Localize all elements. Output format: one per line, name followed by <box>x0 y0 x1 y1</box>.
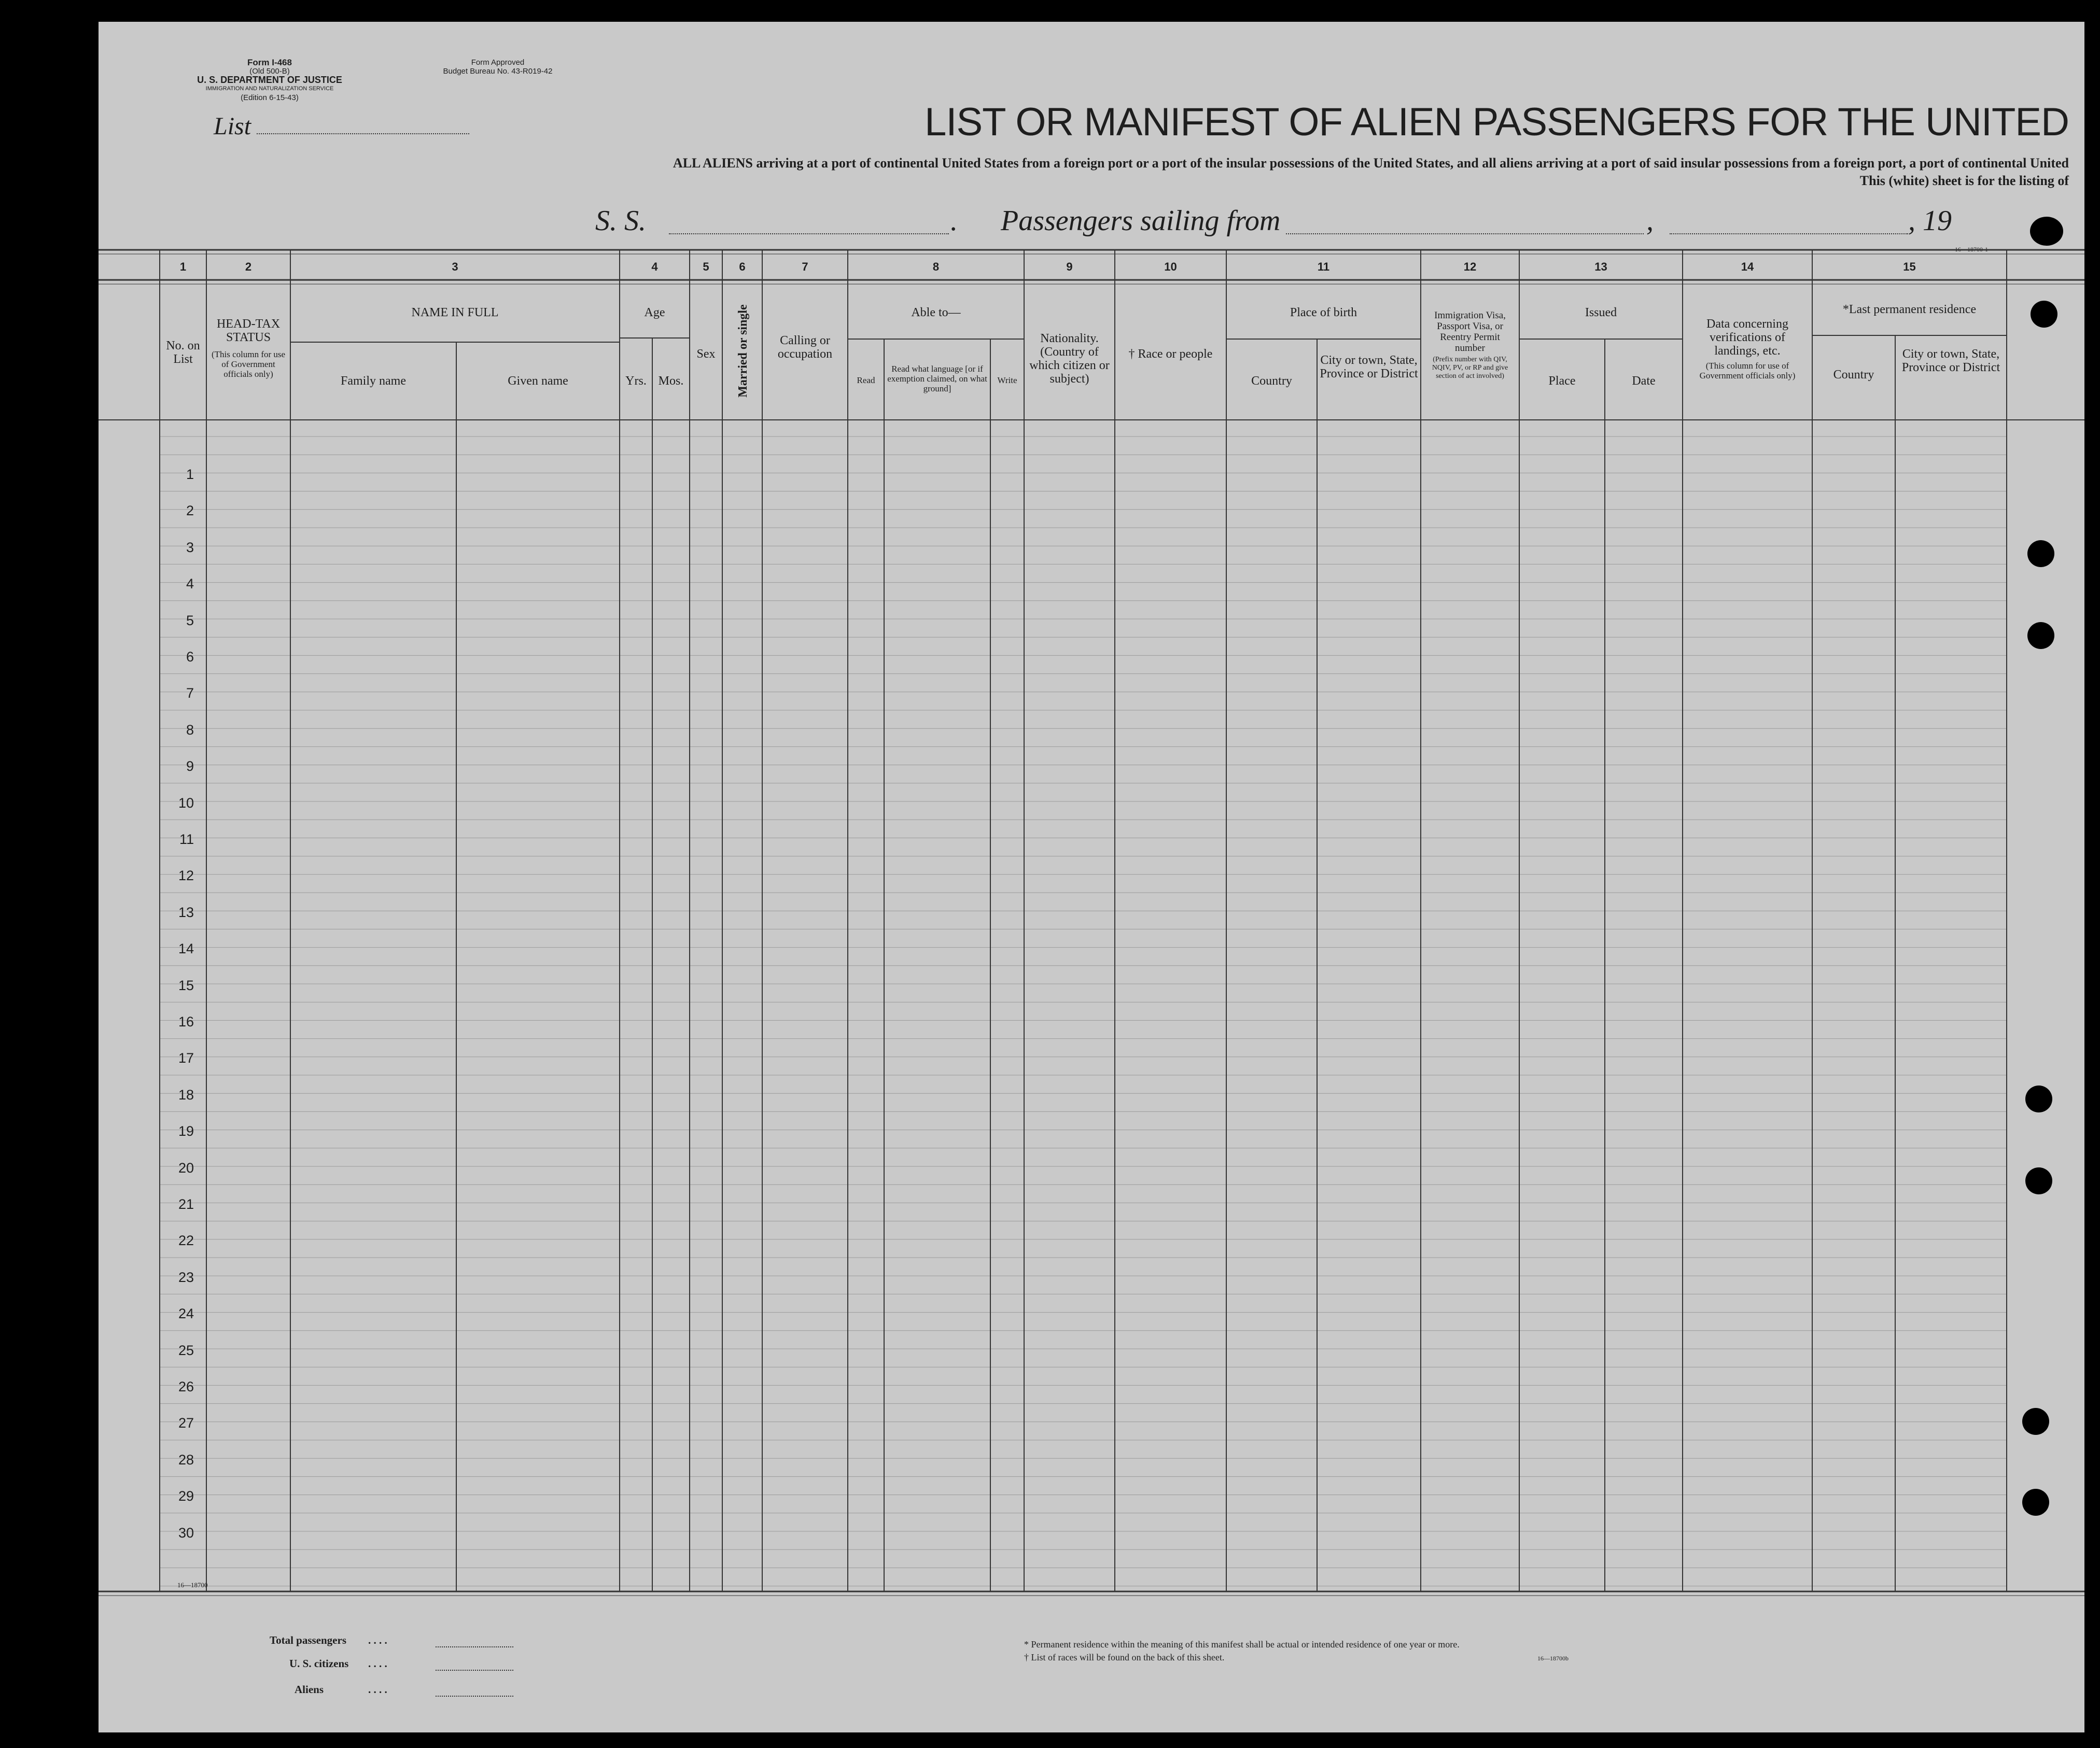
header-issued-date: Date <box>1632 374 1656 388</box>
header-head-tax <box>209 317 287 379</box>
binder-hole <box>2025 1167 2052 1194</box>
header-name-in-full: NAME IN FULL <box>411 306 499 319</box>
ss-label: S. S. <box>595 205 646 237</box>
header-visa <box>1424 310 1516 380</box>
citizens-dots: . . . . <box>368 1657 387 1670</box>
permanent-residence-note: * Permanent residence within the meaning of this manifest shall be actual or intended residence of one year or more. <box>1024 1639 1460 1650</box>
col-num-10: 10 <box>1164 260 1177 273</box>
header-given-name: Given name <box>508 374 568 388</box>
aliens-field[interactable] <box>436 1696 513 1697</box>
visa-label: Immigration Visa, Passport Visa, or Reentry Permit number <box>1434 310 1506 354</box>
print-code-bottom: 16—18700 <box>177 1581 208 1589</box>
binder-hole <box>2030 217 2063 246</box>
instructions-line-1: ALL ALIENS arriving at a port of continental United States from a foreign port or a port of the insular possessions of the United States, and all aliens arriving at a port of said insular possessions from a foreign port, a port of continental United <box>673 156 2069 171</box>
header-able-to: Able to— <box>911 306 961 319</box>
header-nationality: Nationality. (Country of which citizen or subject) <box>1029 332 1110 386</box>
binder-hole <box>2027 540 2054 567</box>
row-number: 4 <box>186 576 194 592</box>
binder-hole <box>2027 622 2054 649</box>
row-number: 27 <box>178 1415 194 1431</box>
print-code-notes: 16—18700b <box>1537 1655 1569 1662</box>
form-number: Form I-468 <box>247 58 292 67</box>
row-number: 1 <box>186 467 194 482</box>
service-name: IMMIGRATION AND NATURALIZATION SERVICE <box>205 86 334 92</box>
row-number: 6 <box>186 649 194 665</box>
col-num-13: 13 <box>1594 260 1607 273</box>
row-number: 18 <box>178 1087 194 1103</box>
year-label: , 19 <box>1908 205 1952 237</box>
old-form-number: (Old 500-B) <box>249 67 290 76</box>
header-sex: Sex <box>696 347 716 361</box>
row-number: 5 <box>186 612 194 628</box>
binder-hole <box>2031 301 2057 328</box>
header-place-of-birth: Place of birth <box>1290 306 1357 319</box>
department-name: U. S. DEPARTMENT OF JUSTICE <box>197 75 342 85</box>
header-age-months: Mos. <box>658 374 684 388</box>
manifest-title: LIST OR MANIFEST OF ALIEN PASSENGERS FOR THE UNITED <box>925 100 2069 144</box>
binder-hole <box>2025 1086 2052 1112</box>
row-number: 2 <box>186 503 194 519</box>
row-number: 25 <box>178 1342 194 1358</box>
header-no-on-list: No. on List <box>166 339 200 366</box>
row-number: 7 <box>186 685 194 701</box>
header-married-single: Married or single <box>736 304 750 398</box>
row-number: 29 <box>178 1488 194 1504</box>
row-number: 11 <box>179 831 194 847</box>
race-list-note: † List of races will be found on the back of this sheet. <box>1024 1652 1225 1662</box>
total-dots: . . . . <box>368 1634 387 1646</box>
row-number: 9 <box>186 758 194 774</box>
verifications-note: (This column for use of Government officials only) <box>1699 361 1796 380</box>
row-number: 8 <box>186 722 194 738</box>
print-code-top: 16—18700-1 <box>1955 246 1988 253</box>
row-number: 28 <box>178 1451 194 1468</box>
visa-note: (Prefix number with QIV, NQIV, PV, or RP and give section of act involved) <box>1432 356 1508 380</box>
aliens-label: Aliens <box>295 1683 324 1696</box>
header-verifications <box>1688 317 1807 380</box>
form-approved: Form Approved <box>471 58 525 67</box>
budget-bureau-number: Budget Bureau No. 43-R019-42 <box>443 67 553 76</box>
col-num-1: 1 <box>179 260 187 273</box>
header-issued: Issued <box>1585 306 1617 319</box>
col-num-8: 8 <box>932 260 940 273</box>
row-number: 15 <box>178 977 194 993</box>
header-age-years: Yrs. <box>625 374 647 388</box>
row-number: 20 <box>178 1160 194 1176</box>
head-tax-note: (This column for use of Government officials only) <box>211 349 286 379</box>
header-birth-country: Country <box>1251 374 1292 388</box>
binder-hole <box>2022 1408 2049 1435</box>
total-passengers-label: Total passengers <box>270 1634 346 1646</box>
row-number: 17 <box>178 1050 194 1066</box>
header-residence-country: Country <box>1833 368 1874 382</box>
aliens-dots: . . . . <box>368 1683 387 1696</box>
row-number: 10 <box>178 795 194 811</box>
col-num-5: 5 <box>703 260 709 273</box>
header-age: Age <box>644 306 665 319</box>
header-occupation: Calling or occupation <box>777 334 833 361</box>
col-num-12: 12 <box>1463 260 1477 273</box>
row-number: 24 <box>178 1306 194 1322</box>
row-number: 22 <box>178 1233 194 1249</box>
row-number: 16 <box>178 1014 194 1030</box>
col-num-3: 3 <box>452 260 458 273</box>
col-num-6: 6 <box>739 260 746 273</box>
edition-date: (Edition 6-15-43) <box>241 93 299 102</box>
col-num-9: 9 <box>1066 260 1073 273</box>
list-label: List <box>214 112 251 140</box>
row-number: 23 <box>178 1269 194 1285</box>
row-number: 19 <box>178 1123 194 1139</box>
header-write: Write <box>997 375 1017 385</box>
row-number: 21 <box>178 1196 194 1212</box>
table-grid <box>99 22 2084 1732</box>
us-citizens-field[interactable] <box>436 1670 513 1671</box>
row-number: 14 <box>178 941 194 957</box>
total-passengers-field[interactable] <box>436 1646 513 1647</box>
header-read: Read <box>857 375 875 385</box>
instructions-line-2: This (white) sheet is for the listing of <box>1859 173 2069 188</box>
col-num-14: 14 <box>1741 260 1754 273</box>
us-citizens-label: U. S. citizens <box>289 1657 349 1670</box>
row-number: 3 <box>186 539 194 555</box>
row-number: 30 <box>178 1525 194 1541</box>
header-residence-city: City or town, State, Province or District <box>1901 347 2000 374</box>
header-race: † Race or people <box>1128 347 1213 361</box>
col-num-2: 2 <box>245 260 252 273</box>
binder-hole <box>2022 1489 2049 1516</box>
row-number: 13 <box>178 904 194 920</box>
manifest-sheet: Form I-468 (Old 500-B) U. S. DEPARTMENT OF JUSTICE IMMIGRATION AND NATURALIZATION SERVICE (Edition 6-15-43) Form Approved Budget Bureau No. 43-R019-42 List LIST OR MANIFEST OF ALIEN PASSENGERS FOR THE UNITED ALL ALIENS arriving at a port of continental United States from a foreign port or a port of the insular possessions of the United States, and all aliens arriving at a port of said insular possessions from a foreign port, a port of continental United This (white) sheet is for the listing of S. S. . Passengers sailing from , , 19 16—18700-1 1 2 3 4 5 6 7 8 9 10 11 12 13 14 15 No. on List HEAD-TAX STATUS (This column for use of Government officials only) NAME IN FULL Family name Given name Age Yrs. Mos. Sex Married or single Calling or occupation Able to— Read Read what language [or if exemption claimed, on what ground] Write Nationality. (Country of which citizen or subject) † Race or people Place of birth Country City or town, State, Province or District Immigration Visa, Passport Visa, or Reentry Permit number (Prefix number with QIV, NQIV, PV, or RP and give section of act involved) Issued Place Date Data concerning verifications of landings, etc. (This column for use of Government officials only) *Last permanent residence Country City or town, State, Province or District 1 2 3 4 5 6 7 8 9 10 11 12 13 14 15 16 17 18 19 20 21 22 23 24 25 26 27 28 29 30 16—18700 Total passengers . . . . U. S. citizens . . . . Aliens . . . . * Permanent residence within the meaning of this manifest shall be actual or intended residence of one year or more. † List of races will be found on the back of this sheet. 16—18700b <box>99 22 2084 1732</box>
header-family-name: Family name <box>341 374 406 388</box>
header-last-residence: *Last permanent residence <box>1842 303 1977 316</box>
header-issued-place: Place <box>1548 374 1576 388</box>
header-birth-city: City or town, State, Province or District <box>1320 354 1418 380</box>
row-number: 12 <box>178 868 194 884</box>
row-number: 26 <box>178 1379 194 1394</box>
head-tax-label: HEAD-TAX STATUS <box>216 317 281 344</box>
header-read-language: Read what language [or if exemption claimed, on what ground] <box>887 364 987 393</box>
col-num-4: 4 <box>651 260 658 273</box>
sailing-from-label: Passengers sailing from <box>1001 205 1281 237</box>
col-num-15: 15 <box>1903 260 1916 273</box>
col-num-11: 11 <box>1317 260 1330 273</box>
verifications-label: Data concerning verifications of landings, etc. <box>1706 317 1788 358</box>
col-num-7: 7 <box>802 260 808 273</box>
